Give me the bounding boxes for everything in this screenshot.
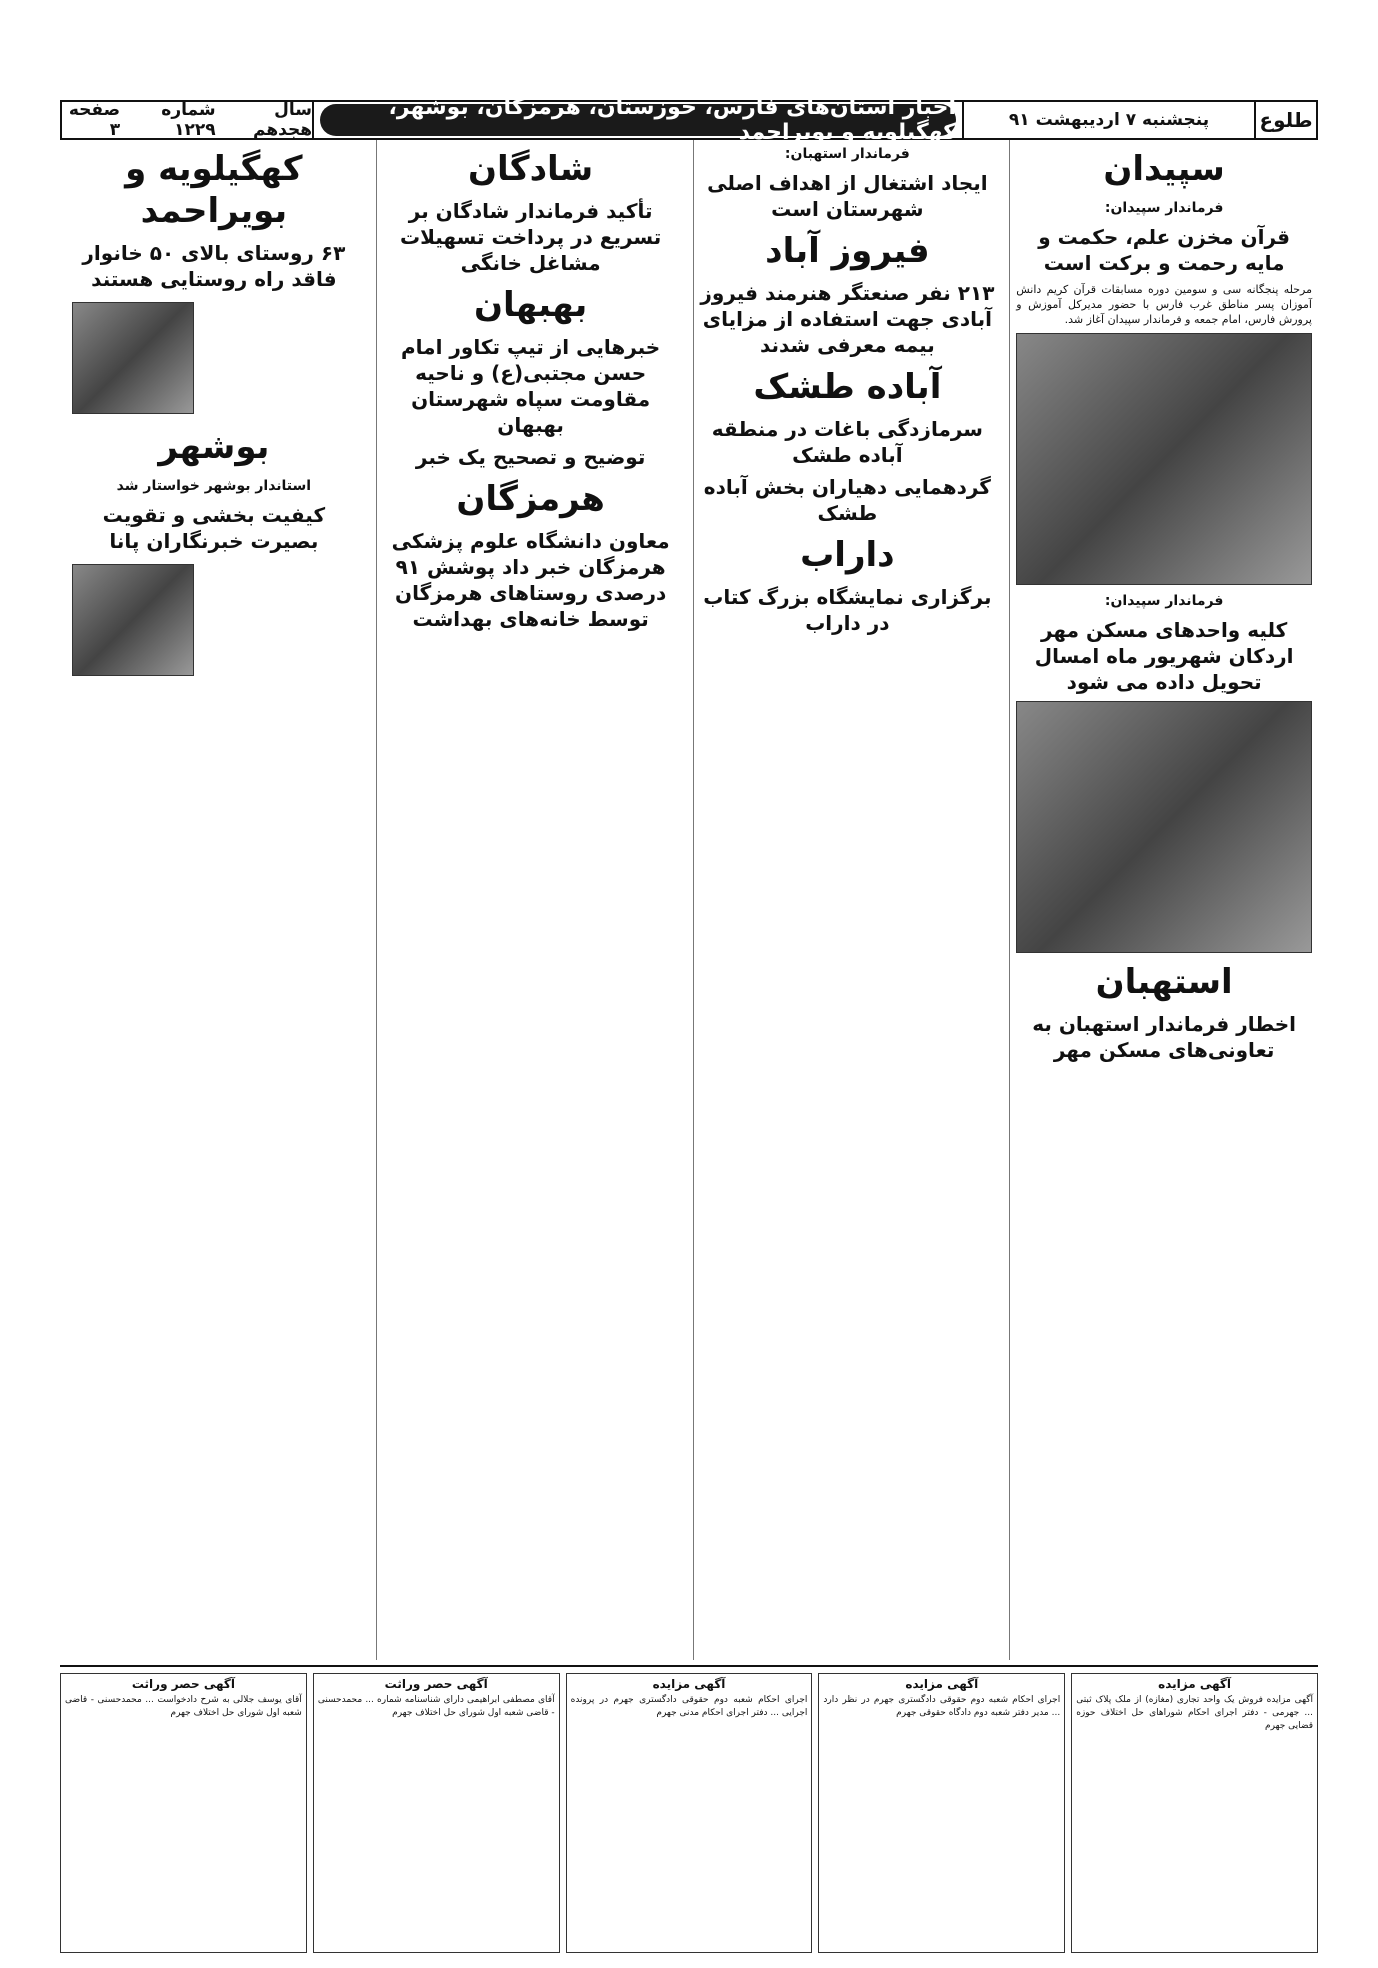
headline: معاون دانشگاه علوم پزشکی هرمزگان خبر داد پوشش ۹۱ درصدی روستاهای هرمزگان توسط خانه‌های بهداشت	[391, 529, 670, 631]
page-number: صفحه ۳	[68, 100, 121, 140]
issue-date: پنجشنبه ۷ اردیبهشت ۹۱	[962, 102, 1254, 138]
kicker: فرماندار استهبان:	[784, 146, 910, 162]
ad-box	[566, 1673, 813, 1953]
headline: کیفیت بخشی و تقویت بصیرت خبرنگاران پانا	[102, 503, 326, 553]
section-darab: داراب	[800, 535, 895, 575]
issue-number: شماره ۱۲۲۹	[161, 100, 216, 140]
news-photo	[1016, 701, 1312, 953]
portrait-photo	[72, 302, 194, 414]
ad-body: اجرای احکام شعبه دوم حقوقی دادگستری جهرم در نظر دارد ... مدیر دفتر شعبه دوم دادگاه حقوقی جهرم	[823, 1695, 1061, 1718]
headline: خبرهایی از تیپ تکاور امام حسن مجتبی(ع) و ناحیه مقاومت سپاه شهرستان بهبهان	[401, 335, 661, 437]
column-4	[60, 140, 368, 1660]
headline: تأکید فرماندار شادگان بر تسریع در پرداخت تسهیلات مشاغل خانگی	[399, 199, 662, 275]
news-photo	[1016, 333, 1312, 585]
ad-body: آقای یوسف جلالی به شرح دادخواست ... محمدحسنی - قاضی شعبه اول شورای حل اختلاف جهرم	[65, 1695, 302, 1718]
kicker: استاندار بوشهر خواستار شد	[116, 478, 312, 494]
ad-title: آگهی حصر وراثت	[131, 1677, 235, 1691]
section-sepidan: سپیدان	[1103, 149, 1225, 189]
classified-ads	[60, 1665, 1318, 1953]
column-1	[1009, 140, 1318, 1660]
kicker: فرماندار سپیدان:	[1104, 200, 1224, 216]
headline: اخطار فرماندار استهبان به تعاونی‌های مسکن مهر	[1032, 1012, 1297, 1062]
ad-box	[1071, 1673, 1318, 1953]
ad-title: آگهی مزایده	[905, 1677, 979, 1691]
section-firuzabad: فیروز آباد	[765, 231, 930, 271]
headline: ۲۱۳ نفر صنعتگر هنرمند فیروز آبادی جهت استفاده از مزایای بیمه معرفی شدند	[700, 281, 995, 357]
masthead	[60, 95, 1318, 145]
headline: ایجاد اشتغال از اهداف اصلی شهرستان است	[707, 171, 988, 221]
year-label: سال هجدهم	[253, 100, 312, 140]
headline: توضیح و تصحیح یک خبر	[415, 445, 646, 469]
ad-body: آگهی مزایده فروش یک واحد تجاری (مغازه) از ملک پلاک ثبتی ... جهرمی - دفتر اجرای احکام شوراهای حل اختلاف حوزه قضایی جهرم	[1076, 1695, 1313, 1731]
ad-box	[818, 1673, 1065, 1953]
section-bushehr: بوشهر	[158, 427, 270, 467]
ad-title: آگهی مزایده	[652, 1677, 726, 1691]
section-hormozgan: هرمزگان	[456, 479, 605, 519]
section-title: اخبار استان‌های فارس، خوزستان، هرمزگان، بوشهر، کهگیلویه و بویراحمد	[320, 104, 956, 136]
column-3	[376, 140, 685, 1660]
portrait-photo	[72, 564, 194, 676]
ad-body: اجرای احکام شعبه دوم حقوقی دادگستری جهرم در پرونده اجرایی ... دفتر اجرای احکام مدنی جهرم	[570, 1695, 808, 1718]
ad-box	[60, 1673, 307, 1953]
headline: برگزاری نمایشگاه بزرگ کتاب در داراب	[703, 585, 992, 635]
issue-info	[62, 102, 314, 138]
ad-title: آگهی مزایده	[1158, 1677, 1232, 1691]
headline: گردهمایی دهیاران بخش آباده طشک	[703, 475, 991, 525]
article-columns	[60, 140, 1318, 1660]
headline: ۶۳ روستای بالای ۵۰ خانوار فاقد راه روستایی هستند	[82, 241, 346, 291]
headline: قرآن مخزن علم، حکمت و مایه رحمت و برکت است	[1038, 225, 1291, 275]
headline: سرمازدگی باغات در منطقه آباده طشک	[711, 417, 983, 467]
headline: کلیه واحدهای مسکن مهر اردکان شهریور ماه امسال تحویل داده می شود	[1034, 618, 1294, 694]
column-2	[693, 140, 1002, 1660]
section-shadegan: شادگان	[468, 149, 594, 189]
section-behbahan: بهبهان	[473, 285, 588, 325]
newspaper-logo: طلوع	[1254, 102, 1316, 138]
section-abadeh-tashk: آباده طشک	[753, 367, 942, 407]
section-kohgiluyeh: کهگیلویه و بویراحمد	[125, 149, 303, 231]
section-estahban: استهبان	[1095, 962, 1233, 1002]
ad-title: آگهی حصر وراثت	[384, 1677, 488, 1691]
article-body: مرحله پنجگانه سی و سومین دوره مسابقات قرآن کریم دانش آموزان پسر مناطق غرب فارس با حضور مدیرکل آموزش و پرورش فارس، امام جمعه و فرماندار سپیدان آغاز شد.	[1016, 283, 1312, 326]
ad-body: آقای مصطفی ابراهیمی دارای شناسنامه شماره ... محمدحسنی - قاضی شعبه اول شورای حل اختلاف جهرم	[317, 1695, 555, 1718]
ad-box	[313, 1673, 560, 1953]
kicker: فرماندار سپیدان:	[1104, 593, 1224, 609]
